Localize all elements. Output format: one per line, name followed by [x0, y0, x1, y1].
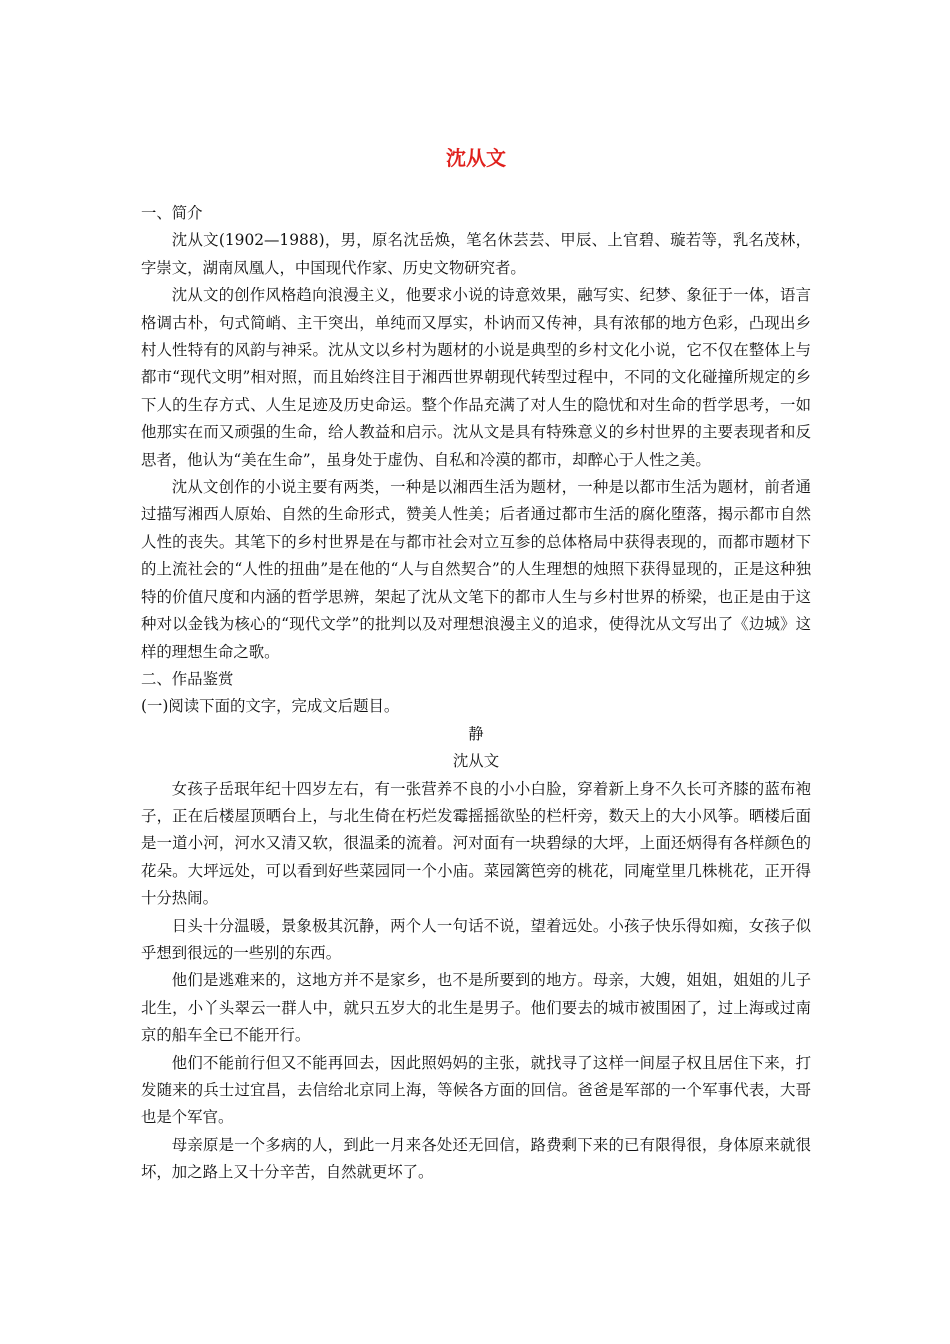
story-paragraph: 女孩子岳珉年纪十四岁左右，有一张营养不良的小小白脸，穿着新上身不久长可齐膝的蓝布袍子，正在后楼屋顶晒台上，与北生倚在朽烂发霉摇摇欲坠的栏杆旁，数天上的大小风筝。晒楼后面是一道小河，河水又清又软，很温柔的流着。河对面有一块碧绿的大坪，上面还炳得有各样颜色的花朵。大坪远处，可以看到好些菜园同一个小庙。菜园篱笆旁的桃花，同庵堂里几株桃花，正开得十分热闹。 — [141, 779, 811, 908]
story-paragraph: 他们不能前行但又不能再回去，因此照妈妈的主张，就找寻了这样一间屋子权且居住下来，打发随来的兵士过宜昌，去信给北京同上海，等候各方面的回信。爸爸是军部的一个军事代表，大哥也是个军官。 — [141, 1053, 811, 1127]
story-author: 沈从文 — [452, 752, 500, 771]
paragraph-style: 沈从文的创作风格趋向浪漫主义，他要求小说的诗意效果，融写实、纪梦、象征于一体，语言格调古朴，句式简峭、主干突出，单纯而又厚实，朴讷而又传神，具有浓郁的地方色彩，凸现出乡村人性特有的风韵与神采。沈从文以乡村为题材的小说是典型的乡村文化小说，它不仅在整体上与都市“现代文明”相对照，而且始终注目于湘西世界朝现代转型过程中，不同的文化碰撞所规定的乡下人的生存方式、人生足迹及历史命运。整个作品充满了对人生的隐忧和对生命的哲学思考，一如他那实在而又顽强的生命，给人教益和启示。沈从文是具有特殊意义的乡村世界的主要表现者和反思者，他认为“美在生命”，虽身处于虚伪、自私和冷漠的都市，却醉心于人性之美。 — [141, 286, 811, 469]
paragraph-bio: 沈从文(1902—1988)，男，原名沈岳焕，笔名休芸芸、甲辰、上官碧、璇若等，乳名茂林，字崇文，湖南凤凰人，中国现代作家、历史文物研究者。 — [141, 231, 811, 277]
section-heading-appreciation: 二、作品鉴赏 — [141, 669, 234, 688]
story-paragraph: 日头十分温暖，景象极其沉静，两个人一句话不说，望着远处。小孩子快乐得如痴，女孩子似乎想到很远的一些别的东西。 — [141, 916, 811, 962]
story-paragraph: 他们是逃难来的，这地方并不是家乡，也不是所要到的地方。母亲，大嫂，姐姐，姐姐的儿子北生，小丫头翠云一群人中，就只五岁大的北生是男子。他们要去的城市被围困了，过上海或过南京的船车全已不能开行。 — [141, 971, 811, 1045]
story-paragraph: 母亲原是一个多病的人，到此一月来各处还无回信，路费剩下来的已有限得很，身体原来就很坏，加之路上又十分辛苦，自然就更坏了。 — [141, 1135, 811, 1182]
document-title: 沈从文 — [446, 146, 506, 170]
document-body — [141, 200, 811, 1187]
paragraph-themes: 沈从文创作的小说主要有两类，一种是以湘西生活为题材，一种是以都市生活为题材，前者通过描写湘西人原始、自然的生命形式，赞美人性美；后者通过都市生活的腐化堕落，揭示都市自然人性的丧失。其笔下的乡村世界是在与都市社会对立互参的总体格局中获得表现的，而都市题材下的上流社会的“人性的扭曲”是在他的“人与自然契合”的人生理想的烛照下获得显现的，正是这种独特的价值尺度和内涵的哲学思辨，架起了沈从文笔下的都市人生与乡村世界的桥梁，也正是由于这种对以金钱为核心的“现代文学”的批判以及对理想浪漫主义的追求，使得沈从文写出了《边城》这样的理想生命之歌。 — [141, 478, 811, 661]
story-title: 静 — [468, 724, 484, 743]
subsection-heading: (一)阅读下面的文字，完成文后题目。 — [141, 697, 400, 716]
section-heading-intro: 一、简介 — [141, 204, 203, 222]
